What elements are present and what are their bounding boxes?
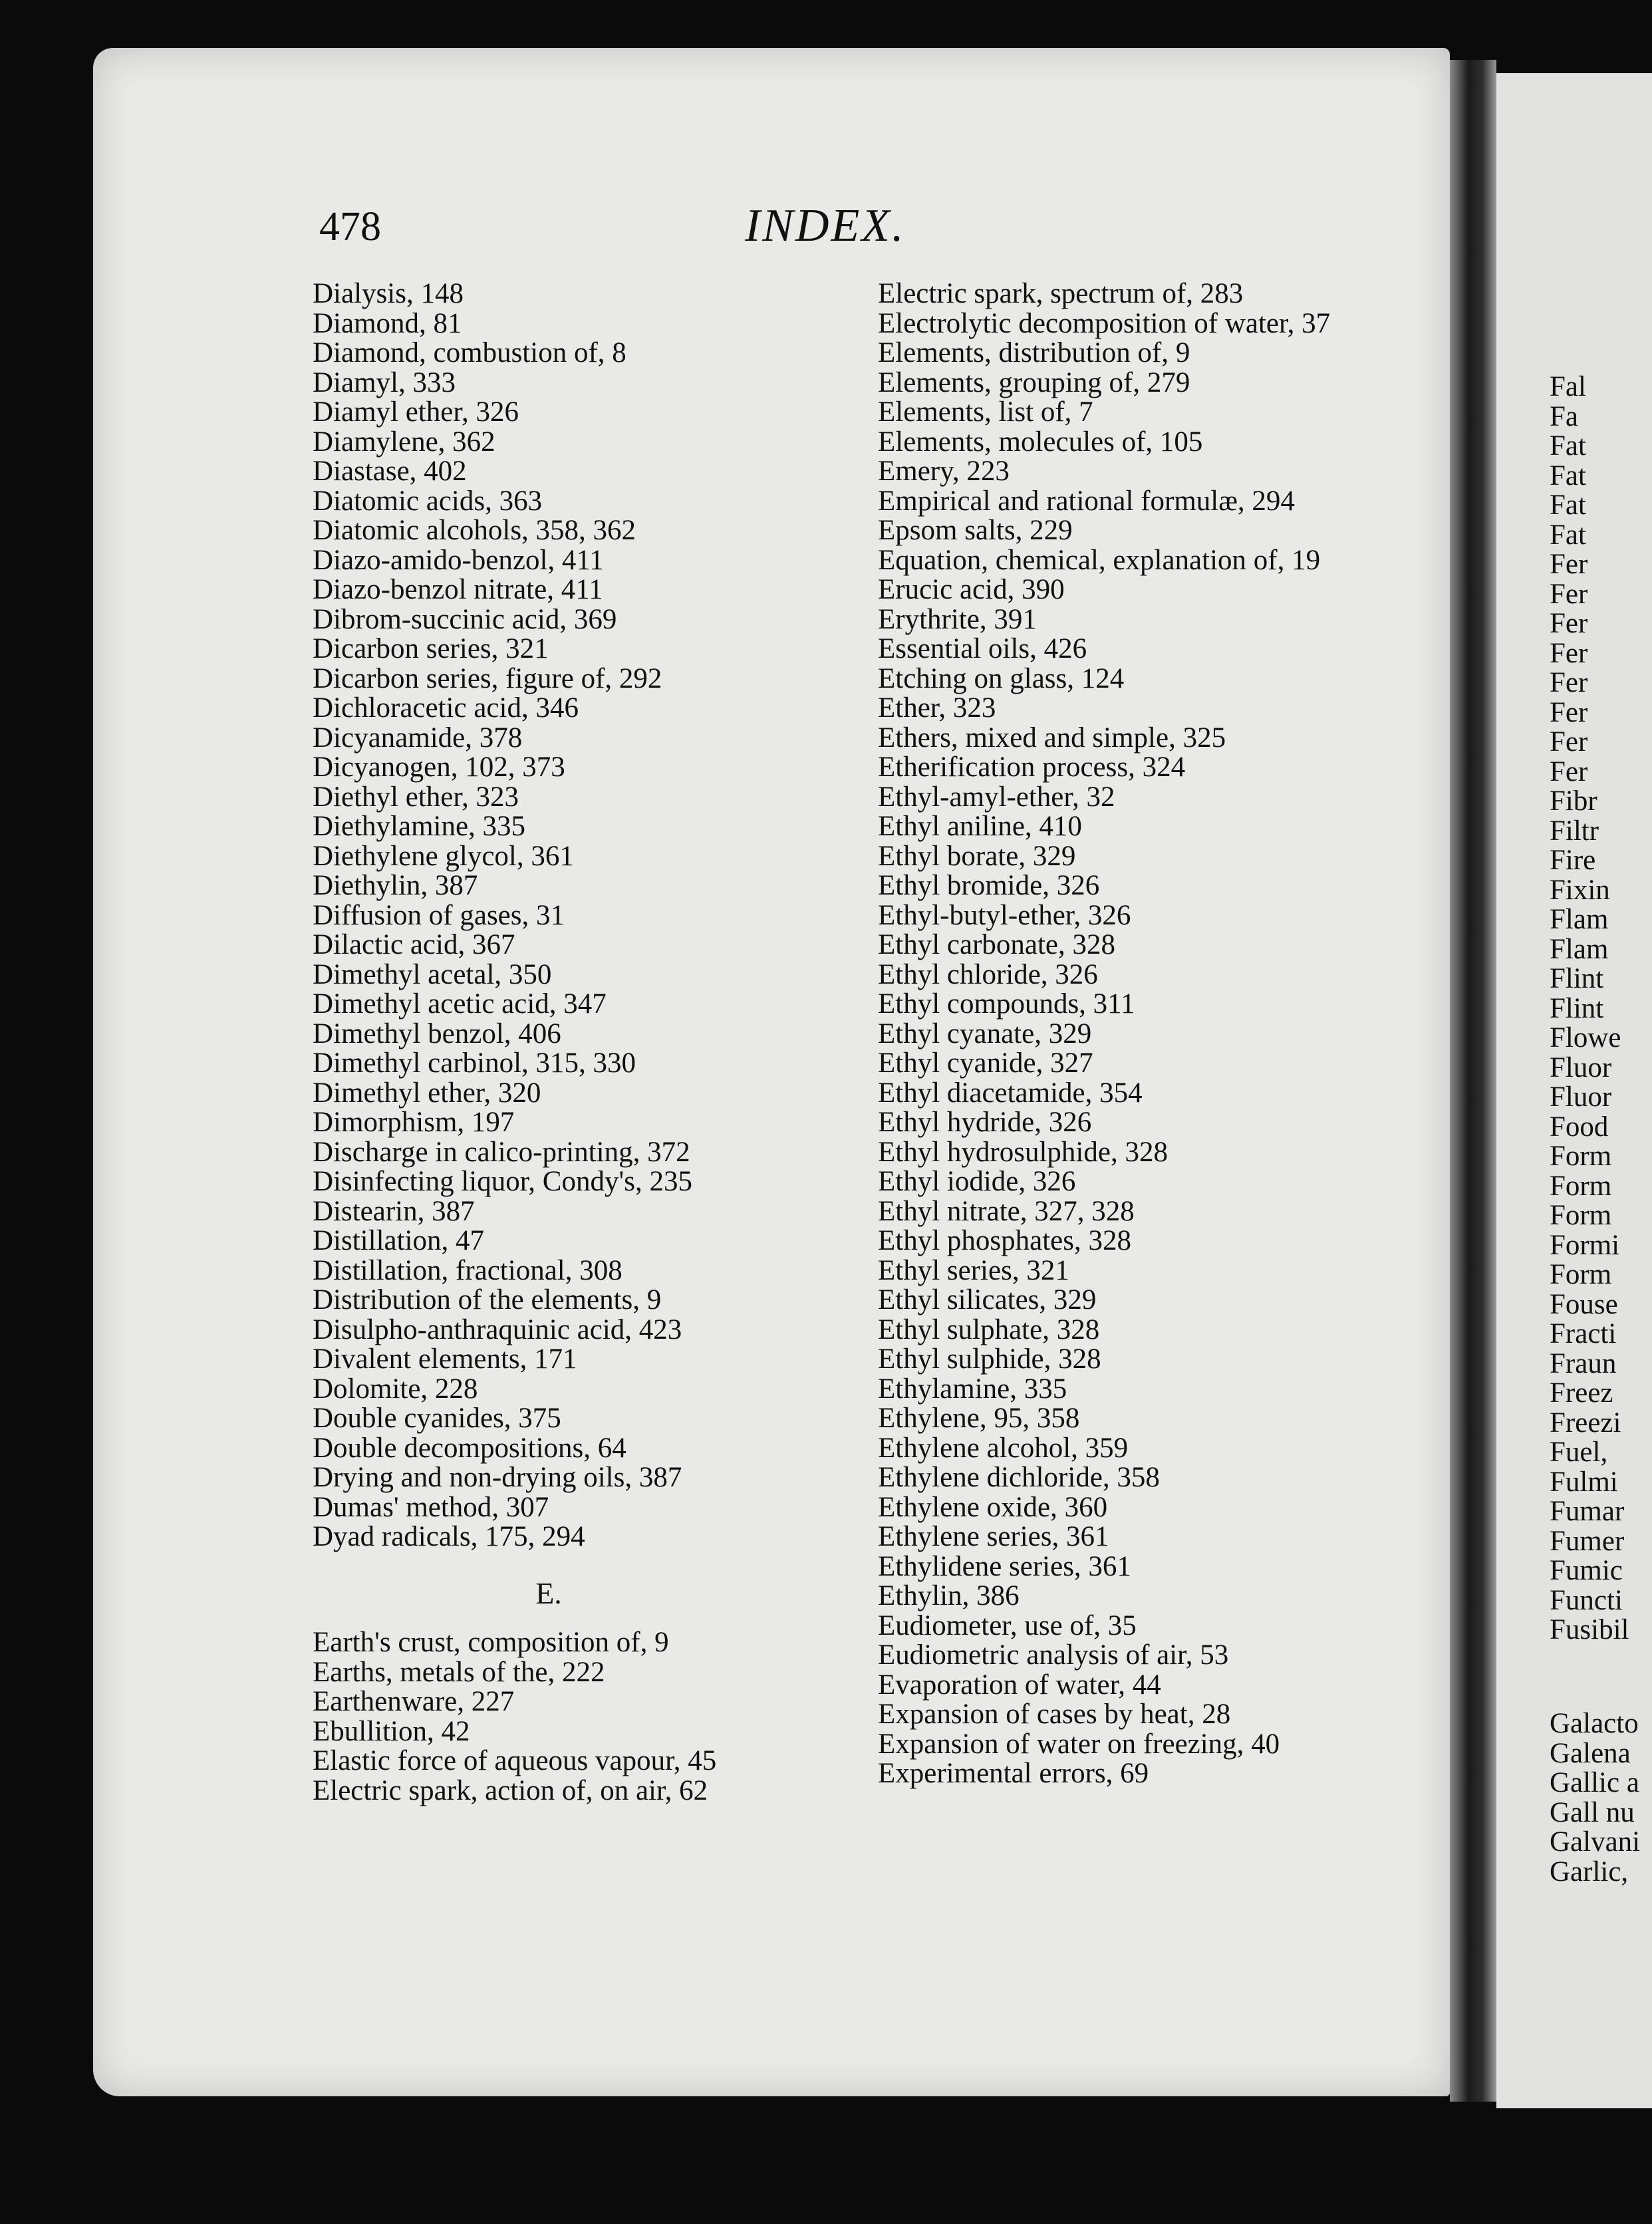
facing-page-fragment: Fulmi — [1550, 1466, 1618, 1498]
index-entry: Erythrite, 391 — [878, 603, 1037, 635]
index-entry: Ethyl sulphate, 328 — [878, 1314, 1100, 1345]
index-entry: Electrolytic decomposition of water, 37 — [878, 307, 1331, 339]
index-entry: Ethylamine, 335 — [878, 1373, 1067, 1405]
facing-page-fragment: Flowe — [1550, 1022, 1621, 1053]
index-entry: Diatomic alcohols, 358, 362 — [313, 515, 636, 546]
facing-page-fragment: Fuel, — [1550, 1437, 1608, 1468]
facing-page-fragments-f — [1550, 372, 1629, 1645]
index-entry: Ethylene oxide, 360 — [878, 1491, 1108, 1523]
index-entry: Double cyanides, 375 — [313, 1403, 561, 1434]
index-entry: Dialysis, 148 — [313, 278, 464, 309]
index-entry: Ethyl silicates, 329 — [878, 1284, 1097, 1316]
facing-page-fragment: Formi — [1550, 1229, 1620, 1261]
index-entry: Dimethyl acetal, 350 — [313, 958, 552, 990]
index-entry: Experimental errors, 69 — [878, 1758, 1149, 1789]
facing-page-fragment: Garlic, — [1550, 1856, 1629, 1887]
index-entry: Equation, chemical, explanation of, 19 — [878, 544, 1321, 576]
index-entry: Diffusion of gases, 31 — [313, 899, 565, 931]
index-entry: Ethylene alcohol, 359 — [878, 1432, 1129, 1464]
index-entry: Ethylene series, 361 — [878, 1521, 1109, 1552]
facing-page-fragment: Flint — [1550, 963, 1604, 994]
index-entry: Evaporation of water, 44 — [878, 1669, 1161, 1701]
index-entry: Ethyl aniline, 410 — [878, 811, 1082, 842]
index-entry: Essential oils, 426 — [878, 633, 1087, 664]
facing-page-fragment: Fal — [1550, 371, 1586, 402]
index-entry: Diamond, combustion of, 8 — [313, 337, 626, 368]
index-entry: Ethyl-butyl-ether, 326 — [878, 899, 1131, 931]
index-entry: Ethylene dichloride, 358 — [878, 1462, 1160, 1493]
index-entry: Ethyl-amyl-ether, 32 — [878, 781, 1115, 813]
facing-page-fragment: Functi — [1550, 1584, 1623, 1616]
index-entry: Distillation, fractional, 308 — [313, 1254, 622, 1286]
facing-page-fragment: Fracti — [1550, 1318, 1617, 1349]
index-entry: Dolomite, 228 — [313, 1373, 478, 1405]
index-entry: Dilactic acid, 367 — [313, 929, 515, 960]
index-entry: Distearin, 387 — [313, 1195, 475, 1227]
facing-page-fragment: Fumar — [1550, 1496, 1625, 1527]
facing-page-fragment: Flam — [1550, 933, 1609, 965]
index-entry: Dibrom-succinic acid, 369 — [313, 603, 617, 635]
index-entry: Emery, 223 — [878, 456, 1010, 487]
index-entry: Ethyl cyanide, 327 — [878, 1047, 1093, 1079]
index-entry: Earthenware, 227 — [313, 1686, 515, 1717]
index-entry: Dumas' method, 307 — [313, 1491, 549, 1523]
index-entry: Ethyl sulphide, 328 — [878, 1343, 1101, 1375]
index-entry: Ethyl diacetamide, 354 — [878, 1077, 1143, 1109]
facing-page-fragment: Fer — [1550, 578, 1588, 610]
facing-page-fragment: Fat — [1550, 460, 1586, 491]
facing-page-fragment: Food — [1550, 1111, 1609, 1143]
facing-page-fragment: Fer — [1550, 608, 1588, 639]
index-entry: Diethylene glycol, 361 — [313, 840, 574, 872]
index-entry: Electric spark, spectrum of, 283 — [878, 278, 1244, 309]
index-entry: Ethyl carbonate, 328 — [878, 929, 1116, 960]
facing-page-fragment: Flint — [1550, 992, 1604, 1024]
index-entry: Elements, molecules of, 105 — [878, 426, 1203, 458]
index-entry: Ethyl phosphates, 328 — [878, 1225, 1131, 1256]
facing-page-fragment: Fer — [1550, 549, 1588, 580]
index-entry: Ebullition, 42 — [313, 1715, 470, 1747]
index-entry: Diamond, 81 — [313, 307, 462, 339]
index-entry: Ethers, mixed and simple, 325 — [878, 722, 1226, 754]
facing-page-fragment: Gall nu — [1550, 1796, 1635, 1828]
index-entry: Ethyl iodide, 326 — [878, 1166, 1076, 1197]
index-entry: Dicarbon series, 321 — [313, 633, 549, 664]
index-entries-d — [313, 279, 838, 1552]
index-entry: Diamylene, 362 — [313, 426, 495, 458]
index-entry: Diethylin, 387 — [313, 870, 478, 901]
facing-page-fragment: Galvani — [1550, 1826, 1641, 1858]
index-entry: Diethylamine, 335 — [313, 811, 526, 842]
index-entry: Etherification process, 324 — [878, 752, 1186, 783]
index-entry: Dimorphism, 197 — [313, 1107, 515, 1138]
facing-page-fragment: Fumer — [1550, 1525, 1625, 1557]
index-entry: Expansion of cases by heat, 28 — [878, 1699, 1231, 1730]
facing-page-fragment: Fire — [1550, 845, 1596, 876]
facing-page-fragment: Form — [1550, 1259, 1612, 1290]
index-entry: Ethyl compounds, 311 — [878, 988, 1135, 1020]
page-header — [319, 193, 1357, 266]
running-head: INDEX. — [745, 200, 906, 251]
index-entry: Diamyl ether, 326 — [313, 396, 519, 428]
index-column-left — [313, 279, 838, 1806]
facing-page-fragment: Fer — [1550, 637, 1588, 669]
index-entry: Dimethyl benzol, 406 — [313, 1018, 561, 1049]
index-entry: Diatomic acids, 363 — [313, 485, 543, 517]
facing-page-fragment: Freez — [1550, 1377, 1613, 1409]
facing-page-fragment: Fat — [1550, 489, 1586, 521]
index-entry: Ethyl cyanate, 329 — [878, 1018, 1092, 1049]
index-entry: Double decompositions, 64 — [313, 1432, 626, 1464]
index-entry: Dimethyl ether, 320 — [313, 1077, 541, 1109]
index-entry: Elastic force of aqueous vapour, 45 — [313, 1745, 717, 1776]
facing-page-fragment: Galacto — [1550, 1708, 1639, 1739]
index-entry: Erucic acid, 390 — [878, 574, 1065, 605]
facing-page-fragments-g — [1550, 1709, 1640, 1887]
book-gutter — [1450, 60, 1496, 2102]
index-entry: Empirical and rational formulæ, 294 — [878, 485, 1295, 517]
index-entry: Discharge in calico-printing, 372 — [313, 1136, 690, 1168]
index-entry: Ethyl bromide, 326 — [878, 870, 1100, 901]
index-entry: Diamyl, 333 — [313, 366, 456, 398]
index-entry: Ethylidene series, 361 — [878, 1550, 1131, 1582]
index-entry: Expansion of water on freezing, 40 — [878, 1728, 1280, 1760]
facing-page-fragment: Gallic a — [1550, 1767, 1639, 1798]
index-entry: Ethylin, 386 — [878, 1580, 1020, 1611]
index-entry: Dyad radicals, 175, 294 — [313, 1521, 585, 1552]
index-entry: Ethylene, 95, 358 — [878, 1403, 1080, 1434]
index-entry: Ethyl borate, 329 — [878, 840, 1076, 872]
index-entry: Dichloracetic acid, 346 — [313, 692, 579, 724]
facing-page-fragment: Fer — [1550, 726, 1588, 758]
index-entries-e-continued — [878, 279, 1417, 1789]
index-entry: Ethyl nitrate, 327, 328 — [878, 1195, 1135, 1227]
facing-page-fragment: Freezi — [1550, 1407, 1621, 1439]
index-entry: Ethyl hydride, 326 — [878, 1107, 1092, 1138]
index-entry: Diazo-amido-benzol, 411 — [313, 544, 604, 576]
facing-page-fragment: Fraun — [1550, 1347, 1617, 1379]
facing-page-fragment: Fusibil — [1550, 1614, 1629, 1645]
index-entries-e — [313, 1628, 838, 1806]
index-entry: Ethyl chloride, 326 — [878, 958, 1098, 990]
index-entry: Elements, grouping of, 279 — [878, 366, 1190, 398]
index-entry: Eudiometric analysis of air, 53 — [878, 1639, 1229, 1671]
index-entry: Diastase, 402 — [313, 456, 467, 487]
index-entry: Dicarbon series, figure of, 292 — [313, 662, 662, 694]
facing-page-fragment: Fa — [1550, 400, 1578, 432]
index-entry: Dimethyl acetic acid, 347 — [313, 988, 607, 1020]
index-column-right — [878, 279, 1417, 1789]
index-entry: Elements, list of, 7 — [878, 396, 1093, 428]
facing-page-fragment: Fer — [1550, 756, 1588, 787]
index-entry: Dimethyl carbinol, 315, 330 — [313, 1047, 636, 1079]
facing-page-fragment: Fat — [1550, 430, 1586, 462]
facing-page-fragment: Form — [1550, 1200, 1612, 1231]
index-entry: Earth's crust, composition of, 9 — [313, 1627, 669, 1658]
facing-page-fragment: Filtr — [1550, 815, 1599, 847]
facing-page-fragment: Galena — [1550, 1737, 1631, 1769]
index-entry: Elements, distribution of, 9 — [878, 337, 1190, 368]
facing-page-fragment: Fluor — [1550, 1051, 1612, 1083]
index-entry: Disulpho-anthraquinic acid, 423 — [313, 1314, 682, 1345]
index-entry: Earths, metals of the, 222 — [313, 1656, 605, 1688]
facing-page-fragment: Fer — [1550, 696, 1588, 728]
index-entry: Ether, 323 — [878, 692, 996, 724]
index-entry: Diazo-benzol nitrate, 411 — [313, 574, 603, 605]
index-entry: Ethyl hydrosulphide, 328 — [878, 1136, 1168, 1168]
facing-page-fragment: Fat — [1550, 519, 1586, 551]
index-entry: Ethyl series, 321 — [878, 1254, 1069, 1286]
index-entry: Dicyanamide, 378 — [313, 722, 523, 754]
index-entry: Electric spark, action of, on air, 62 — [313, 1774, 708, 1806]
facing-page-fragment: Fluor — [1550, 1081, 1612, 1113]
index-entry: Eudiometer, use of, 35 — [878, 1609, 1137, 1641]
section-letter: E. — [535, 1576, 562, 1610]
page-number: 478 — [319, 204, 381, 249]
index-entry: Etching on glass, 124 — [878, 662, 1125, 694]
index-entry: Epsom salts, 229 — [878, 515, 1073, 546]
index-entry: Drying and non-drying oils, 387 — [313, 1462, 682, 1493]
index-entry: Diethyl ether, 323 — [313, 781, 519, 813]
index-entry: Divalent elements, 171 — [313, 1343, 577, 1375]
facing-page-fragment: Fibr — [1550, 785, 1597, 817]
facing-page-fragment: Fer — [1550, 667, 1588, 698]
index-entry: Distillation, 47 — [313, 1225, 484, 1256]
facing-page-fragment: Fouse — [1550, 1288, 1618, 1320]
facing-page-fragment: Fixin — [1550, 874, 1610, 906]
index-entry: Dicyanogen, 102, 373 — [313, 752, 565, 783]
facing-page-fragment: Form — [1550, 1141, 1612, 1172]
facing-page-fragment: Form — [1550, 1170, 1612, 1202]
index-entry: Distribution of the elements, 9 — [313, 1284, 662, 1316]
facing-page-fragment: Flam — [1550, 904, 1609, 935]
index-entry: Disinfecting liquor, Condy's, 235 — [313, 1166, 692, 1197]
facing-page-fragment: Fumic — [1550, 1555, 1623, 1586]
